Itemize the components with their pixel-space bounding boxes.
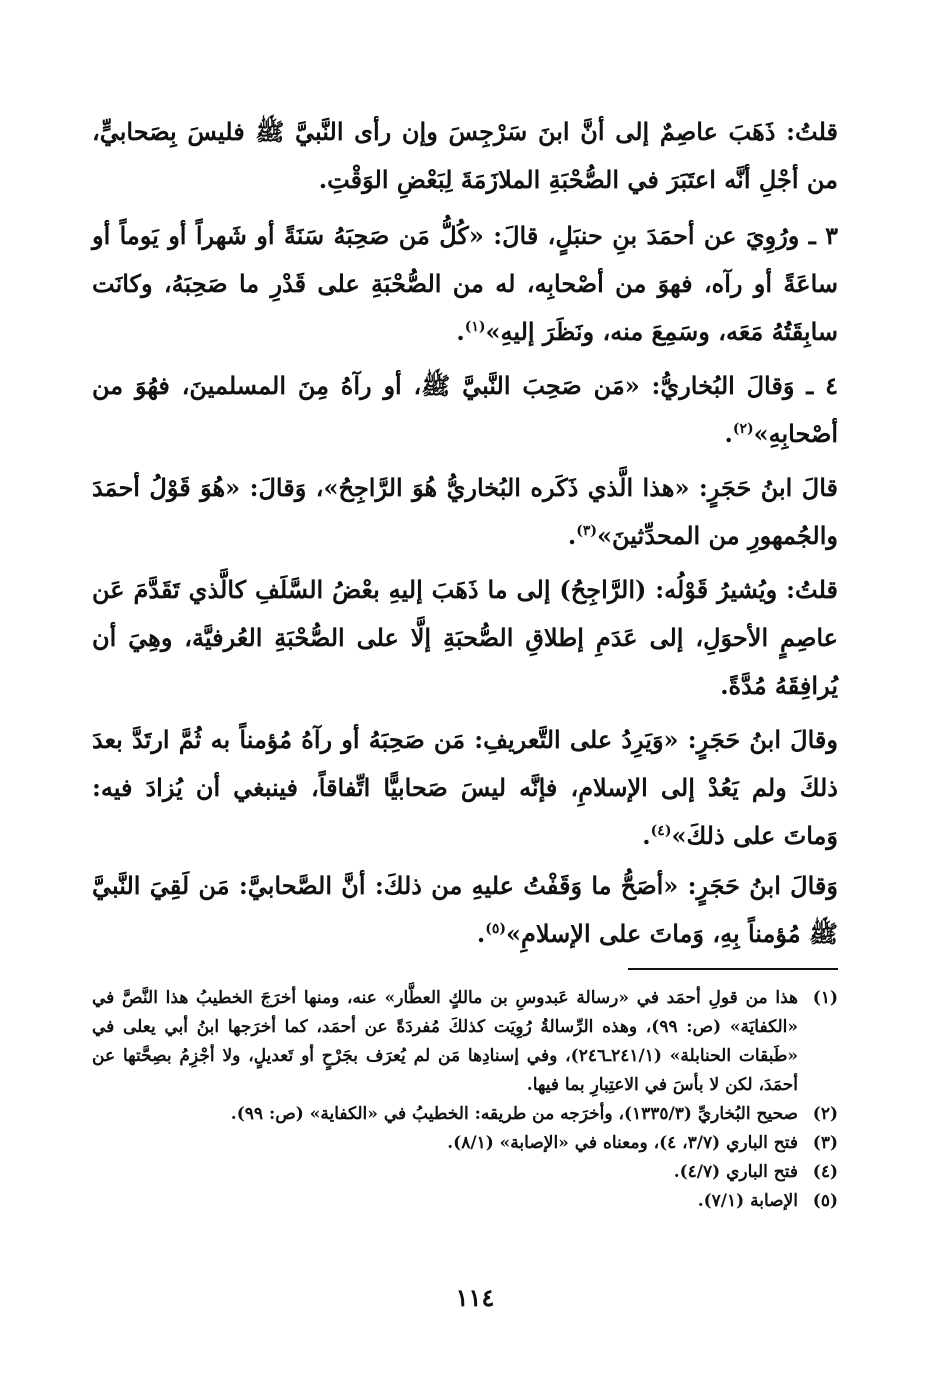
footnote-text: هذا من قولِ أحمَد في «رسالة عَبدوسِ بن مالكٍ العطَّار» عنه، ومنها أخرَجَ الخطيبُ هذا النَّصَّ في «الكفايَة» (ص: ٩٩)، وهذه الرِّسالةُ رُوِيَت كذلكَ مُفردَةً عن أحمَد، كما أخرَجها ابنُ أبي يعلى في «طَبقات الحنابلة» (٢٤١/١ـ٢٤٦)، وفي إسنادِها مَن لم يُعرَف بجَرْحٍ أو تَعديلٍ، ولا أجْزِمُ بصِحَّتها عن أحمَدَ، لكن لا بأسَ في الاعتِبارِ بما فيها. — [92, 988, 799, 1095]
paragraph-7 — [92, 862, 838, 958]
footnote-ref-2: (٢) — [732, 421, 754, 437]
footnote-5 — [92, 1187, 838, 1216]
footnote-ref-1: (١) — [464, 319, 486, 335]
footnote-number: (٤) — [812, 1162, 838, 1182]
paragraph-4-end: . — [567, 521, 577, 550]
paragraph-2-text: ٣ ـ ورُوِيَ عن أحمَدَ بنِ حنبَلٍ، قالَ: «كُلُّ مَن صَحِبَهُ سَنَةً أو شَهراً أو يَوماً أو ساعَةً أو رآه، فهوَ من أصْحابِه، له من الصُّحْبَةِ على قَدْرِ ما صَحِبَهُ، وكانَت سابِقَتُهُ مَعَه، وسَمِعَ منه، ونَظَرَ إليهِ» — [92, 221, 838, 346]
footnote-text: فتح الباري (٤/٧). — [673, 1162, 798, 1182]
footnote-2 — [92, 1100, 838, 1129]
footnote-ref-5: (٥) — [485, 921, 506, 937]
paragraph-3-text: ٤ ـ وَقالَ البُخاريُّ: «مَن صَحِبَ النَّبيَّ ﷺ، أو رآهُ مِنَ المسلمينَ، فهُوَ من أصْحابِهِ» — [92, 371, 838, 448]
paragraph-6 — [92, 716, 838, 860]
footnote-ref-3: (٣) — [576, 523, 598, 539]
footnote-text: الإصابة (٧/١). — [697, 1191, 798, 1211]
footnote-number: (٢) — [812, 1104, 838, 1124]
paragraph-2 — [92, 212, 838, 356]
page-number: ١١٤ — [455, 1283, 495, 1312]
paragraph-6-text: وقالَ ابنُ حَجَرٍ: «وَيَرِدُ على التَّعريفِ: مَن صَحِبَهُ أو رآهُ مُؤمناً به ثُمَّ ارتَدَّ بعدَ ذلكَ ولم يَعُدْ إلى الإسلامِ، فإنَّه ليسَ صَحابيًّا اتِّفاقاً، فينبغي أن يُزادَ فيه: وَماتَ على ذلكَ» — [92, 725, 838, 850]
footnote-1 — [92, 984, 838, 1100]
footnote-3 — [92, 1129, 838, 1158]
paragraph-7-end: . — [476, 919, 486, 948]
paragraph-7-text: وَقالَ ابنُ حَجَرٍ: «أصَحُّ ما وَقَفْتُ عليهِ من ذلكَ: أنَّ الصَّحابيَّ: مَن لَقِيَ النَّبيَّ ﷺ مُؤمناً بِهِ، وَماتَ على الإسلامِ» — [92, 871, 838, 948]
footnote-number: (١) — [812, 988, 838, 1008]
paragraph-5-text: قلتُ: ويُشيرُ قَوْلُه: (الرَّاجِحُ) إلى ما ذَهَبَ إليهِ بعْضُ السَّلَفِ كالَّذي تَقَدَّمَ عَن عاصِمٍ الأحوَلِ، إلى عَدَمِ إطلاقِ الصُّحبَةِ إلَّا على الصُّحْبَةِ العُرفيَّة، وهِيَ أن يُرافِقَهُ مُدَّةً. — [92, 575, 838, 700]
paragraph-3 — [92, 362, 838, 458]
paragraph-3-end: . — [724, 419, 733, 448]
footnote-number: (٥) — [812, 1191, 838, 1211]
paragraph-6-end: . — [642, 821, 651, 850]
paragraph-4 — [92, 464, 838, 560]
footnote-text: فتح الباري (٣/٧، ٤)، ومعناه في «الإصابة» (٨/١). — [447, 1133, 798, 1153]
footnote-ref-4: (٤) — [650, 823, 672, 839]
footnote-text: صحيح البُخاريِّ (١٣٣٥/٣)، وأخرَجه من طريقه: الخطيبُ في «الكفاية» (ص: ٩٩). — [230, 1104, 798, 1124]
footnote-divider — [628, 968, 838, 970]
paragraph-4-text: قالَ ابنُ حَجَرٍ: «هذا الَّذي ذَكَره البُخاريُّ هُوَ الرَّاجِحُ»، وَقالَ: «هُوَ قَوْلُ أحمَدَ والجُمهورِ من المحدِّثينَ» — [92, 473, 838, 550]
paragraph-1 — [92, 108, 838, 204]
footnote-4 — [92, 1158, 838, 1187]
paragraph-2-end: . — [456, 317, 465, 346]
footnote-number: (٣) — [812, 1133, 838, 1153]
footnotes — [92, 984, 838, 1216]
paragraph-1-text: قلتُ: ذَهَبَ عاصِمٌ إلى أنَّ ابنَ سَرْجِسَ وإن رأى النَّبيَّ ﷺ فليسَ بِصَحابيٍّ، من أجْلِ أنَّه اعتَبَرَ في الصُّحْبَةِ الملازَمَةَ لِبَعْضِ الوَقْتِ. — [92, 117, 838, 194]
paragraph-5 — [92, 566, 838, 710]
